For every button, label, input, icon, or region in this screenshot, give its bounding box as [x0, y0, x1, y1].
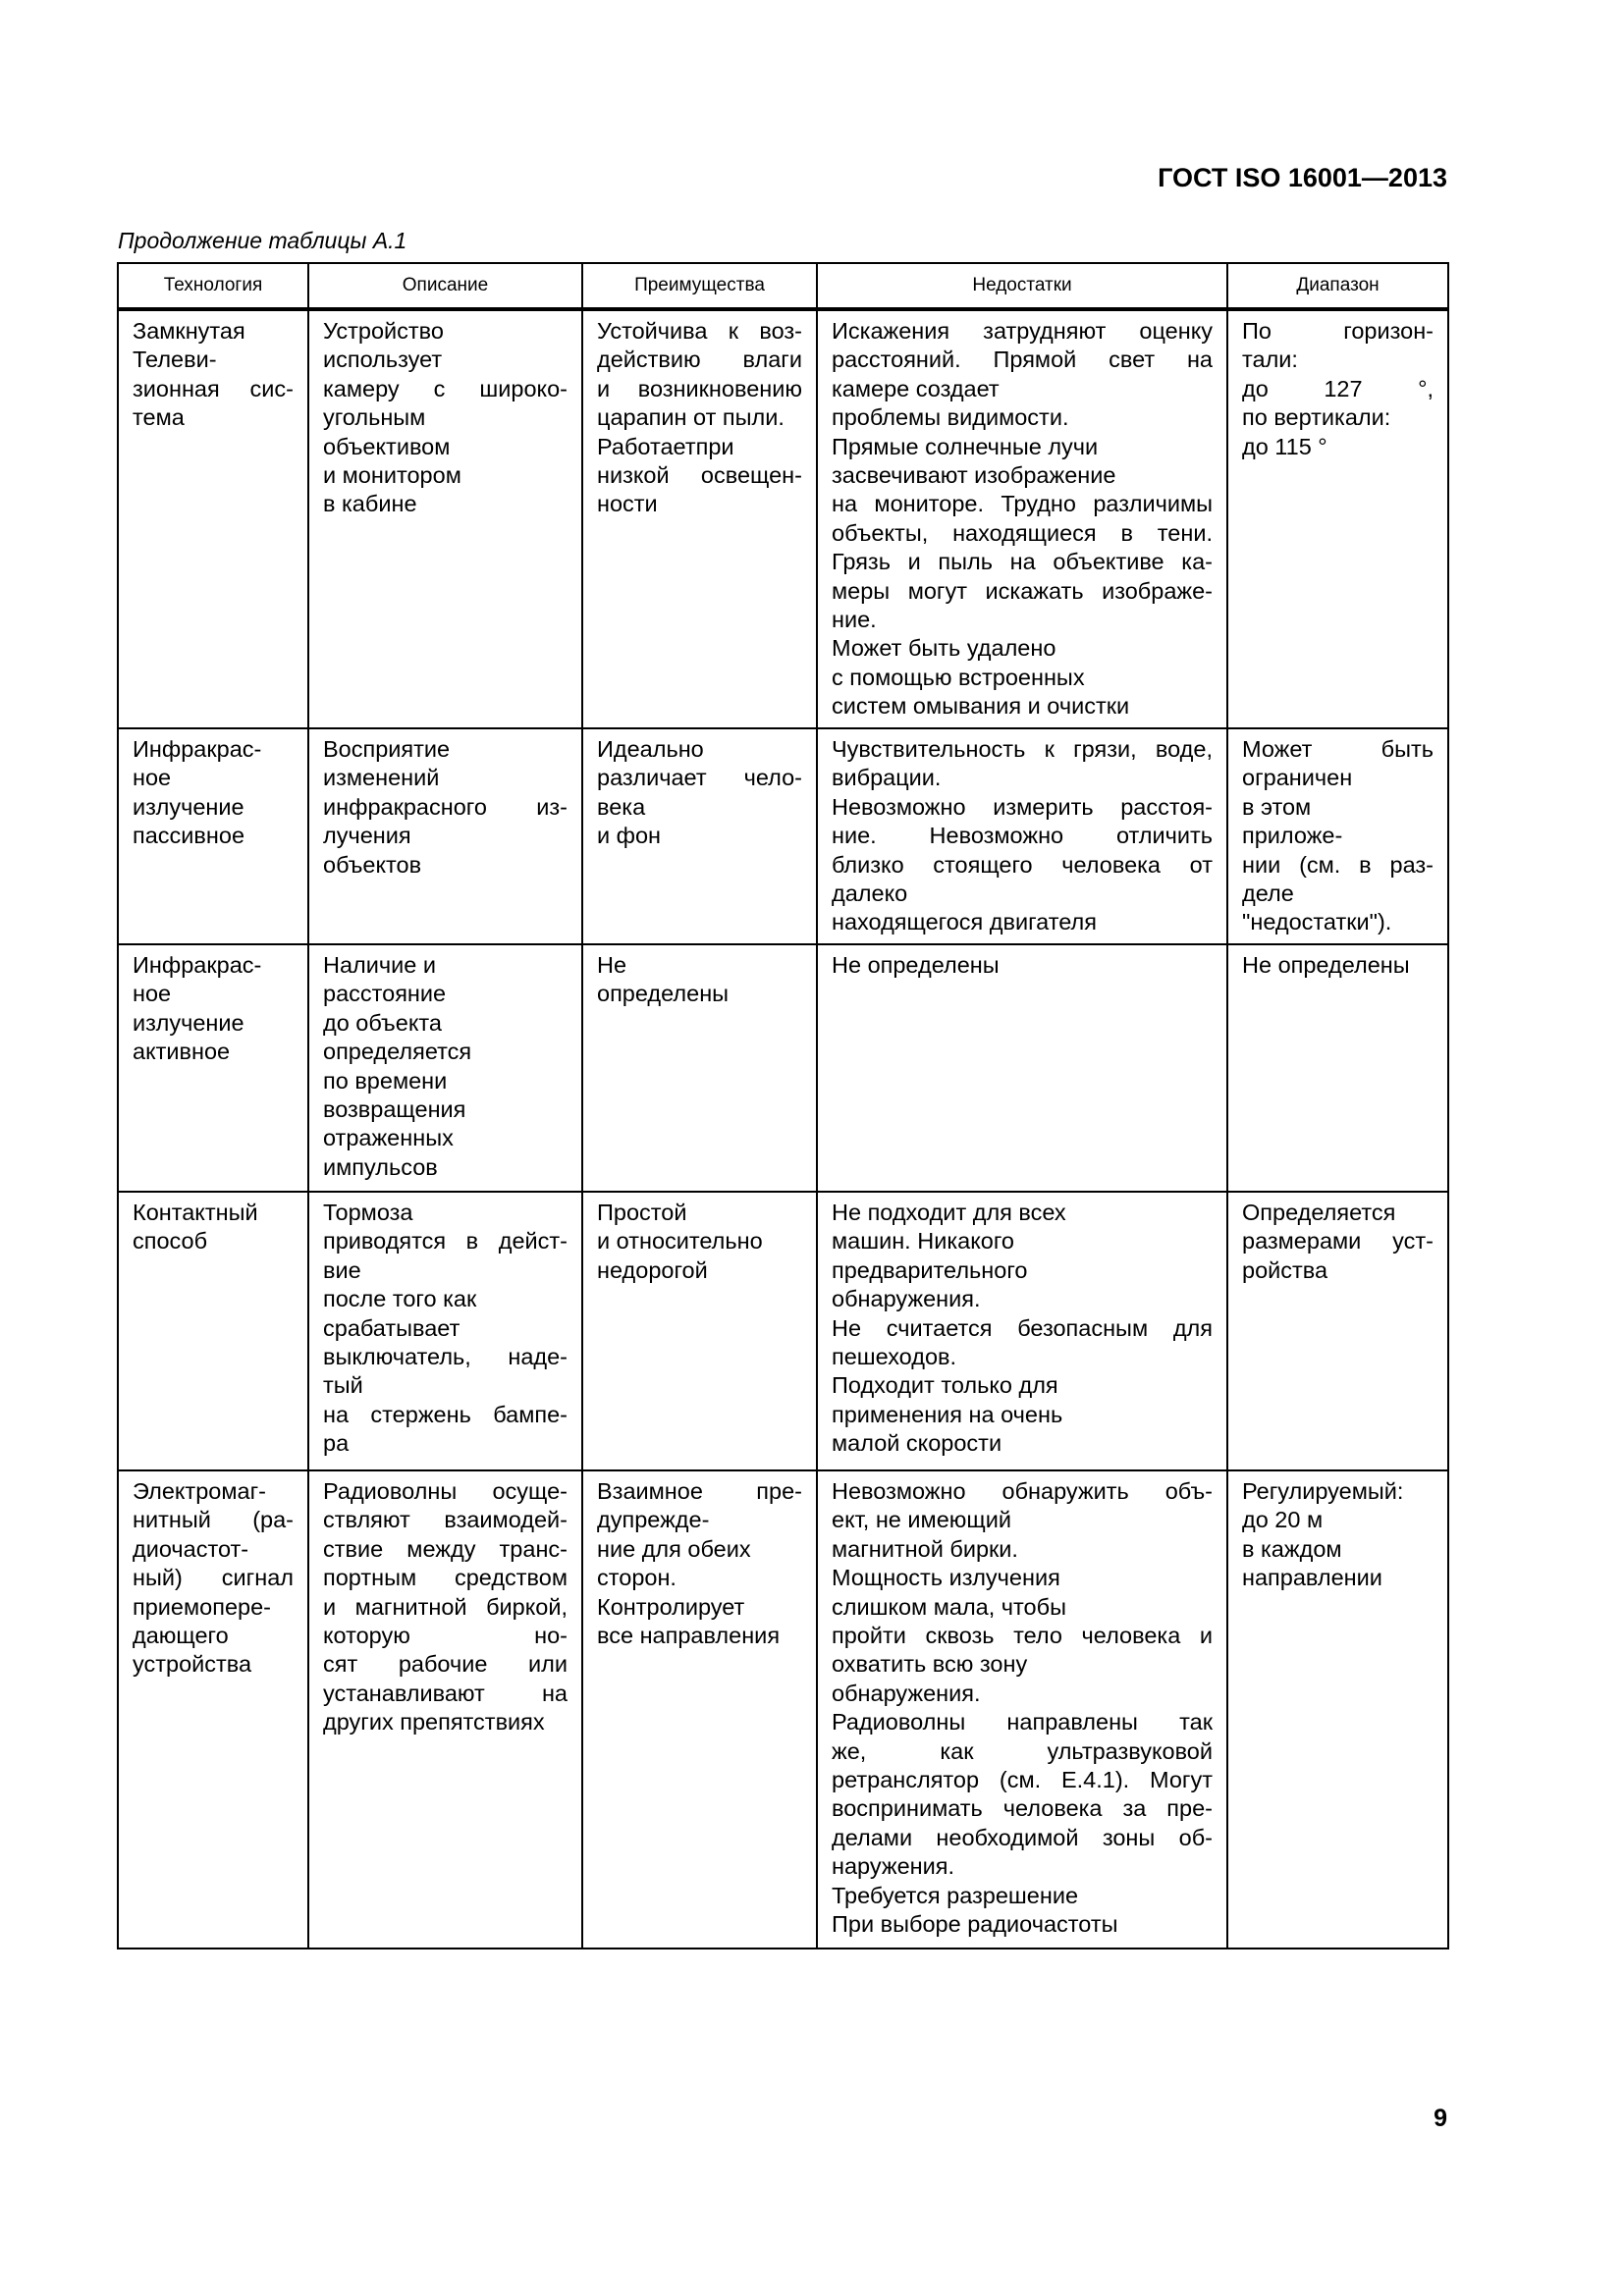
cell-text-line: обнаружения. — [832, 1286, 981, 1312]
cell-text-line: слишком мала, чтобы — [832, 1593, 1066, 1620]
cell-text-line: Электромаг- — [133, 1478, 266, 1504]
cell-description — [308, 1192, 582, 1470]
cell-text-line: изменений — [323, 765, 440, 791]
cell-text-line: охватить всю зону — [832, 1651, 1028, 1678]
column-header-disadvantages: Недостатки — [817, 263, 1227, 309]
cell-text-line: расстояний. Прямой свет на — [832, 347, 1213, 373]
cell-text-line: до 20 м — [1242, 1507, 1324, 1533]
cell-text-line: Невозможно обнаружить объ- — [832, 1478, 1213, 1504]
cell-text-line: ра — [323, 1430, 350, 1457]
cell-text-line: зионная сис- — [133, 375, 294, 401]
cell-text-line: ограничен — [1242, 765, 1353, 791]
cell-text-line: и монитором — [323, 462, 461, 489]
cell-text-line: в этом — [1242, 793, 1312, 820]
cell-text-line: других препятствиях — [323, 1709, 545, 1735]
cell-text-line: ный) сигнал — [133, 1565, 294, 1591]
cell-text-line: ствие между транс- — [323, 1535, 568, 1562]
cell-text-line: объекты, находящиеся в тени. — [832, 519, 1213, 546]
cell-text-line: камере создает — [832, 375, 1000, 401]
cell-text-line: ние. Невозможно отличить — [832, 823, 1213, 849]
cell-text-line: Подходит только для — [832, 1372, 1058, 1399]
cell-technology — [118, 728, 308, 944]
cell-text-line: Тормоза — [323, 1200, 413, 1225]
cell-text-line: до объекта — [323, 1009, 442, 1036]
cell-text-line: импульсов — [323, 1153, 438, 1180]
cell-text-line: дающего — [133, 1623, 229, 1649]
cell-text-line: Не считается безопасным для — [832, 1314, 1213, 1341]
cell-text-line: нитный (ра- — [133, 1507, 294, 1533]
cell-text-line: лучения — [323, 823, 411, 849]
table-body — [118, 309, 1448, 1949]
technology-table — [117, 262, 1449, 1949]
cell-text-line: до 127 °, — [1242, 375, 1434, 401]
cell-text-line: устройства — [133, 1651, 252, 1678]
cell-text-line: При выборе радиочастоты — [832, 1911, 1118, 1938]
cell-text-line: Прямые солнечные лучи — [832, 433, 1099, 459]
cell-text-line: устанавливают на — [323, 1680, 568, 1706]
cell-advantages — [582, 309, 817, 728]
page-number: 9 — [1434, 2105, 1447, 2132]
cell-technology — [118, 944, 308, 1192]
cell-text-line: в каждом — [1242, 1535, 1342, 1562]
cell-text-line: Инфракрас- — [133, 952, 262, 978]
cell-text-line: инфракрасного из- — [323, 793, 568, 820]
cell-disadvantages — [817, 309, 1227, 728]
cell-text-line: Наличие и — [323, 952, 436, 978]
cell-text-line: магнитной бирки. — [832, 1535, 1018, 1562]
cell-text-line: засвечивают изображение — [832, 462, 1116, 489]
cell-text-line: использует — [323, 347, 443, 373]
cell-text-line: определяется — [323, 1039, 472, 1065]
cell-text-line: с помощью встроенных — [832, 664, 1085, 690]
cell-text-line: после того как — [323, 1286, 477, 1312]
cell-text-line: Мощность излучения — [832, 1565, 1060, 1591]
cell-text-line: расстояние — [323, 981, 447, 1007]
cell-text-line: излучение — [133, 1009, 244, 1036]
cell-text-line: Определяется — [1242, 1200, 1396, 1225]
cell-text-line: наружения. — [832, 1853, 955, 1880]
column-header-technology: Технология — [118, 263, 308, 309]
cell-text-line: пешеходов. — [832, 1344, 957, 1370]
table-row — [118, 944, 1448, 1192]
cell-text-line: срабатывает — [323, 1314, 460, 1341]
cell-text-line: портным средством — [323, 1565, 568, 1591]
cell-text-line: систем омывания и очистки — [832, 693, 1130, 720]
cell-text-line: века — [597, 793, 646, 820]
cell-text-line: находящегося двигателя — [832, 909, 1097, 935]
cell-disadvantages — [817, 1192, 1227, 1470]
cell-text-line: различает чело- — [597, 765, 802, 791]
table-header-row — [118, 263, 1448, 309]
cell-text-line: Устойчива к воз- — [597, 318, 802, 344]
cell-text-line: и возникновению — [597, 375, 802, 401]
cell-text-line: тый — [323, 1372, 363, 1399]
table-row — [118, 1192, 1448, 1470]
cell-advantages — [582, 1192, 817, 1470]
cell-text-line: Не — [597, 952, 627, 978]
cell-text-line: Идеально — [597, 736, 704, 762]
column-header-description: Описание — [308, 263, 582, 309]
cell-text-line: объективом — [323, 433, 451, 459]
cell-advantages — [582, 944, 817, 1192]
cell-text-line: близко стоящего человека от — [832, 851, 1213, 878]
cell-text-line: Простой — [597, 1200, 687, 1225]
cell-text-line: действию влаги — [597, 347, 802, 373]
cell-description — [308, 309, 582, 728]
table-row — [118, 728, 1448, 944]
cell-text-line: Инфракрас- — [133, 736, 262, 762]
cell-text-line: делами необходимой зоны об- — [832, 1824, 1213, 1850]
cell-text-line: Восприятие — [323, 736, 451, 762]
column-header-range: Диапазон — [1227, 263, 1448, 309]
cell-text-line: пассивное — [133, 823, 245, 849]
cell-text-line: возвращения — [323, 1096, 466, 1123]
cell-text-line: диочастот- — [133, 1535, 249, 1562]
cell-text-line: Контактный — [133, 1200, 258, 1225]
cell-text-line: Не определены — [1242, 952, 1410, 978]
cell-text-line: недорогой — [597, 1256, 708, 1283]
cell-text-line: ное — [133, 765, 172, 791]
cell-advantages — [582, 728, 817, 944]
cell-text-line: отраженных — [323, 1125, 454, 1151]
cell-text-line: определены — [597, 981, 730, 1007]
cell-text-line: вие — [323, 1256, 361, 1283]
cell-text-line: сторон. — [597, 1565, 677, 1591]
cell-text-line: которую но- — [323, 1623, 568, 1649]
cell-text-line: все направления — [597, 1623, 781, 1649]
cell-disadvantages — [817, 728, 1227, 944]
cell-text-line: малой скорости — [832, 1430, 1002, 1457]
cell-text-line: выключатель, наде- — [323, 1344, 568, 1370]
cell-text-line: на стержень бампе- — [323, 1401, 568, 1427]
cell-text-line: Радиоволны осуще- — [323, 1478, 568, 1504]
cell-text-line: дупрежде- — [597, 1507, 710, 1533]
cell-text-line: до 115 ° — [1242, 433, 1327, 459]
cell-text-line: ное — [133, 981, 172, 1007]
cell-range — [1227, 1192, 1448, 1470]
cell-text-line: ретранслятор (см. Е.4.1). Могут — [832, 1767, 1213, 1793]
cell-text-line: камеру с широко- — [323, 375, 568, 401]
cell-advantages — [582, 1470, 817, 1949]
cell-text-line: проблемы видимости. — [832, 404, 1069, 431]
cell-text-line: способ — [133, 1228, 208, 1255]
cell-text-line: Устройство — [323, 318, 444, 344]
cell-text-line: активное — [133, 1039, 231, 1065]
cell-text-line: размерами уст- — [1242, 1228, 1434, 1255]
cell-text-line: приемопере- — [133, 1593, 271, 1620]
cell-text-line: в кабине — [323, 491, 417, 517]
cell-text-line: Контролирует — [597, 1593, 745, 1620]
table-row — [118, 309, 1448, 728]
cell-text-line: меры могут искажать изображе- — [832, 577, 1213, 604]
cell-text-line: предварительного — [832, 1256, 1028, 1283]
cell-text-line: Может быть удалено — [832, 635, 1056, 662]
cell-text-line: обнаружения. — [832, 1680, 981, 1706]
cell-text-line: ности — [597, 491, 658, 517]
column-header-advantages: Преимущества — [582, 263, 817, 309]
cell-text-line: пройти сквозь тело человека и — [832, 1623, 1213, 1649]
cell-text-line: Грязь и пыль на объективе ка- — [832, 549, 1213, 575]
cell-text-line: "недостатки"). — [1242, 909, 1392, 935]
cell-text-line: и относительно — [597, 1228, 763, 1255]
cell-text-line: Не подходит для всех — [832, 1200, 1066, 1225]
cell-text-line: Невозможно измерить расстоя- — [832, 793, 1213, 820]
cell-text-line: ект, не имеющий — [832, 1507, 1011, 1533]
cell-text-line: на мониторе. Трудно различимы — [832, 491, 1213, 517]
cell-text-line: ствляют взаимодей- — [323, 1507, 568, 1533]
cell-text-line: сят рабочие или — [323, 1651, 568, 1678]
document-header: ГОСТ ISO 16001—2013 — [1158, 163, 1447, 192]
cell-text-line: по вертикали: — [1242, 404, 1391, 431]
cell-description — [308, 944, 582, 1192]
cell-text-line: направлении — [1242, 1565, 1382, 1591]
cell-description — [308, 1470, 582, 1949]
cell-text-line: Требуется разрешение — [832, 1882, 1079, 1908]
cell-technology — [118, 1192, 308, 1470]
cell-text-line: угольным — [323, 404, 426, 431]
cell-disadvantages — [817, 944, 1227, 1192]
cell-description — [308, 728, 582, 944]
cell-text-line: Замкнутая — [133, 318, 245, 344]
cell-text-line: излучение — [133, 793, 244, 820]
cell-text-line: Чувствительность к грязи, воде, — [832, 736, 1213, 762]
cell-text-line: Радиоволны направлены так — [832, 1709, 1213, 1735]
cell-text-line: ние для обеих — [597, 1535, 751, 1562]
cell-text-line: машин. Никакого — [832, 1228, 1014, 1255]
cell-range — [1227, 728, 1448, 944]
cell-text-line: Регулируемый: — [1242, 1478, 1404, 1504]
table-row — [118, 1470, 1448, 1949]
cell-text-line: приводятся в дейст- — [323, 1228, 568, 1255]
table-caption: Продолжение таблицы А.1 — [118, 228, 407, 253]
cell-text-line: тема — [133, 404, 185, 431]
cell-text-line: ройства — [1242, 1256, 1328, 1283]
cell-text-line: царапин от пыли. — [597, 404, 785, 431]
cell-text-line: По горизон- — [1242, 318, 1434, 344]
cell-technology — [118, 1470, 308, 1949]
cell-text-line: и магнитной биркой, — [323, 1593, 568, 1620]
cell-text-line: и фон — [597, 823, 662, 849]
cell-disadvantages — [817, 1470, 1227, 1949]
cell-text-line: нии (см. в раз- — [1242, 851, 1434, 878]
cell-text-line: ние. — [832, 607, 877, 633]
cell-text-line: Работаетпри — [597, 433, 734, 459]
cell-range — [1227, 944, 1448, 1192]
cell-text-line: приложе- — [1242, 823, 1343, 849]
cell-range — [1227, 309, 1448, 728]
cell-text-line: низкой освещен- — [597, 462, 802, 489]
cell-text-line: воспринимать человека за пре- — [832, 1795, 1213, 1822]
cell-text-line: тали: — [1242, 347, 1298, 373]
cell-text-line: применения на очень — [832, 1401, 1063, 1427]
cell-text-line: объектов — [323, 851, 422, 878]
cell-range — [1227, 1470, 1448, 1949]
cell-text-line: Взаимное пре- — [597, 1478, 802, 1504]
cell-text-line: далеко — [832, 881, 908, 907]
cell-text-line: вибрации. — [832, 765, 942, 791]
cell-text-line: Искажения затрудняют оценку — [832, 318, 1213, 344]
cell-text-line: по времени — [323, 1067, 448, 1094]
cell-technology — [118, 309, 308, 728]
cell-text-line: Не определены — [832, 952, 1000, 978]
cell-text-line: же, как ультразвуковой — [832, 1737, 1213, 1764]
cell-text-line: деле — [1242, 881, 1294, 907]
cell-text-line: Может быть — [1242, 736, 1434, 762]
cell-text-line: Телеви- — [133, 347, 217, 373]
